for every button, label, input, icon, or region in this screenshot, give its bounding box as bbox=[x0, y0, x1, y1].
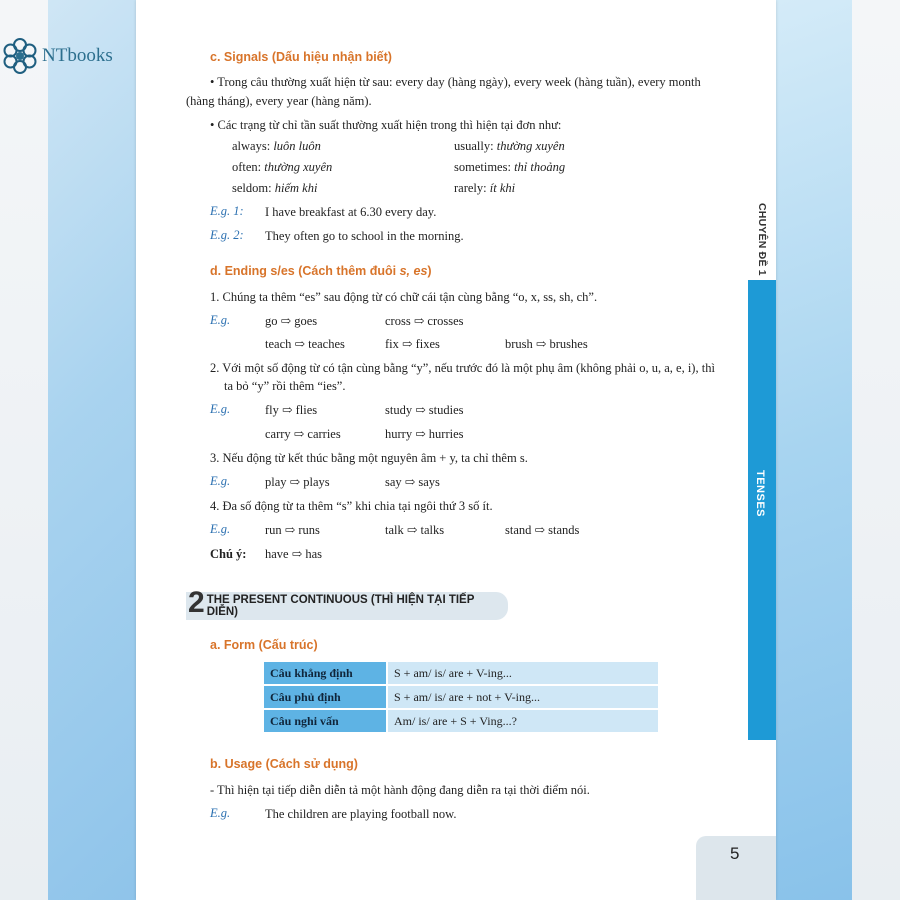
background-left-strip bbox=[48, 0, 136, 900]
rule1-example: teach ⇨ teaches bbox=[265, 337, 345, 351]
ending-rule2-line2: ta bỏ “y” rồi thêm “ies”. bbox=[224, 379, 346, 393]
note-text: have ⇨ has bbox=[265, 547, 322, 561]
rule4-eg-label: E.g. bbox=[210, 522, 231, 536]
signals-heading: c. Signals (Dấu hiệu nhận biết) bbox=[210, 50, 392, 64]
table-row bbox=[264, 686, 658, 708]
topic-label: TENSES bbox=[754, 470, 766, 518]
chapter-label: CHUYÊN ĐỀ 1 bbox=[756, 202, 768, 276]
adverb-usually: usually: thường xuyên bbox=[454, 139, 565, 153]
page-number: 5 bbox=[730, 844, 740, 863]
note-label: Chú ý: bbox=[210, 547, 247, 561]
ending-rule4: 4. Đa số động từ ta thêm “s” khi chia tại ngôi thứ 3 số ít. bbox=[210, 499, 493, 513]
form-label-affirmative: Câu khẳng định bbox=[264, 662, 388, 684]
usage-heading: b. Usage (Cách sử dụng) bbox=[210, 757, 358, 771]
signals-bullet2: • Các trạng từ chỉ tần suất thường xuất hiện trong thì hiện tại đơn như: bbox=[210, 118, 562, 132]
rule1-example: fix ⇨ fixes bbox=[385, 337, 440, 351]
page-number-box bbox=[696, 836, 776, 900]
topic-tab bbox=[748, 280, 776, 740]
usage-eg-label: E.g. bbox=[210, 806, 231, 820]
section2-number: 2 bbox=[188, 586, 205, 619]
signals-eg1-text: I have breakfast at 6.30 every day. bbox=[265, 205, 437, 219]
signals-eg2-label: E.g. 2: bbox=[210, 228, 244, 242]
rule2-example: hurry ⇨ hurries bbox=[385, 427, 464, 441]
rule2-example: study ⇨ studies bbox=[385, 403, 464, 417]
ending-rule1: 1. Chúng ta thêm “es” sau động từ có chữ cái tận cùng bằng “o, x, ss, sh, ch”. bbox=[210, 290, 598, 304]
signals-bullet1-line2: (hàng tháng), every year (hàng năm). bbox=[186, 94, 372, 108]
rule4-example: stand ⇨ stands bbox=[505, 523, 580, 537]
logo-text: NTbooks bbox=[42, 45, 113, 66]
ending-rule2-line1: 2. Với một số động từ có tận cùng bằng “y”, nếu trước đó là một phụ âm (không phải o, u, a, e, i), thì bbox=[210, 361, 715, 375]
rule2-example: fly ⇨ flies bbox=[265, 403, 318, 417]
signals-eg2-text: They often go to school in the morning. bbox=[265, 229, 464, 243]
signals-eg1-label: E.g. 1: bbox=[210, 204, 244, 218]
table-row bbox=[264, 662, 658, 684]
ending-heading: d. Ending s/es (Cách thêm đuôi s, es) bbox=[210, 264, 432, 278]
rule3-eg-label: E.g. bbox=[210, 474, 231, 488]
rule2-example: carry ⇨ carries bbox=[265, 427, 341, 441]
form-table bbox=[264, 660, 658, 734]
rule1-example: go ⇨ goes bbox=[265, 314, 318, 328]
section2-title: THE PRESENT CONTINUOUS (THÌ HIỆN TẠI TIẾP DIỄN) bbox=[206, 594, 475, 618]
signals-bullet1-line1: • Trong câu thường xuất hiện từ sau: every day (hàng ngày), every week (hàng tuần), every month bbox=[210, 75, 701, 89]
rule2-eg-label: E.g. bbox=[210, 402, 231, 416]
form-value-affirmative: S + am/ is/ are + V-ing... bbox=[388, 662, 658, 684]
form-value-negative: S + am/ is/ are + not + V-ing... bbox=[388, 686, 658, 708]
usage-text: - Thì hiện tại tiếp diễn diễn tả một hành động đang diễn ra tại thời điểm nói. bbox=[210, 783, 590, 797]
rule4-example: run ⇨ runs bbox=[265, 523, 320, 537]
ending-rule3: 3. Nếu động từ kết thúc bằng một nguyên âm + y, ta chỉ thêm s. bbox=[210, 451, 528, 465]
form-heading: a. Form (Cấu trúc) bbox=[210, 638, 318, 652]
rule1-eg-label: E.g. bbox=[210, 313, 231, 327]
adverb-seldom: seldom: hiếm khi bbox=[232, 181, 318, 195]
form-label-interrogative: Câu nghi vấn bbox=[264, 710, 388, 732]
background-right-strip bbox=[776, 0, 852, 900]
rule3-example: play ⇨ plays bbox=[265, 475, 330, 489]
table-row bbox=[264, 710, 658, 732]
adverb-often: often: thường xuyên bbox=[232, 160, 333, 174]
usage-eg-text: The children are playing football now. bbox=[265, 807, 457, 821]
form-label-negative: Câu phủ định bbox=[264, 686, 388, 708]
adverb-rarely: rarely: ít khi bbox=[454, 181, 516, 195]
adverb-always: always: luôn luôn bbox=[232, 139, 321, 153]
chapter-tab bbox=[748, 198, 776, 280]
adverb-sometimes: sometimes: thỉ thoảng bbox=[454, 160, 566, 174]
rule1-example: cross ⇨ crosses bbox=[385, 314, 464, 328]
rule1-example: brush ⇨ brushes bbox=[505, 337, 588, 351]
flower-logo-icon bbox=[0, 36, 40, 76]
rule3-example: say ⇨ says bbox=[385, 475, 440, 489]
section2-title-bar bbox=[186, 586, 508, 620]
rule4-example: talk ⇨ talks bbox=[385, 523, 445, 537]
ntbooks-logo bbox=[0, 36, 113, 76]
form-value-interrogative: Am/ is/ are + S + Ving...? bbox=[388, 710, 658, 732]
